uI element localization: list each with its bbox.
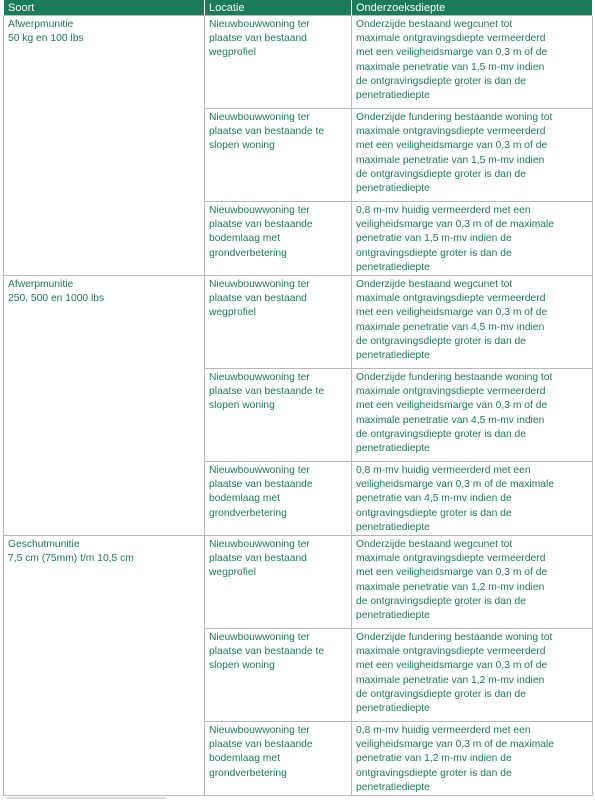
onderzoeksdiepte-line: ontgravingsdiepte groter is dan de	[356, 247, 512, 259]
locatie-line: slopen woning	[209, 140, 275, 152]
onderzoeksdiepte-cell	[352, 202, 593, 276]
onderzoeksdiepte-cell	[352, 16, 593, 109]
onderzoeksdiepte-line: veiligheidsmarge van 0,3 m of de maximale	[356, 479, 555, 491]
locatie-line: grondverbetering	[209, 247, 287, 259]
onderzoeksdiepte-line: penetratiediepte	[356, 183, 430, 195]
onderzoeksdiepte-line: maximale penetratie van 1,5 m-mv indien	[356, 154, 545, 166]
onderzoeksdiepte-cell	[352, 462, 593, 536]
onderzoeksdiepte-line: penetratie van 4,5 m-mv indien de	[356, 493, 512, 505]
onderzoeksdiepte-cell	[352, 276, 593, 369]
locatie-line: grondverbetering	[209, 767, 287, 779]
soort-line: Afwerpmunitie	[8, 19, 74, 30]
locatie-line: plaatse van bestaand	[209, 33, 307, 45]
onderzoeksdiepte-cell	[352, 629, 593, 722]
locatie-line: plaatse van bestaand	[209, 293, 307, 305]
onderzoeksdiepte-line: de ontgravingsdiepte groter is dan de	[356, 595, 527, 607]
onderzoeksdiepte-line: maximale ontgravingsdiepte vermeerderd	[356, 553, 546, 565]
locatie-line: bodemlaag met	[209, 233, 280, 245]
onderzoeksdiepte-table	[3, 0, 593, 796]
onderzoeksdiepte-line: de ontgravingsdiepte groter is dan de	[356, 335, 527, 347]
locatie-line: slopen woning	[209, 400, 275, 412]
locatie-line: bodemlaag met	[209, 753, 280, 765]
onderzoeksdiepte-line: met een veiligheidsmarge van 0,3 m of de	[356, 567, 548, 579]
onderzoeksdiepte-line: maximale ontgravingsdiepte vermeerderd	[356, 33, 546, 45]
onderzoeksdiepte-cell	[352, 109, 593, 202]
header-row	[4, 0, 593, 16]
onderzoeksdiepte-line: Onderzijde bestaand wegcunet tot	[356, 279, 513, 291]
onderzoeksdiepte-line: Onderzijde bestaand wegcunet tot	[356, 539, 513, 551]
soort-cell	[4, 536, 205, 796]
locatie-cell	[205, 202, 352, 276]
soort-cell	[4, 16, 205, 276]
onderzoeksdiepte-line: maximale penetratie van 1,2 m-mv indien	[356, 581, 545, 593]
locatie-cell	[205, 109, 352, 202]
header-soort: Soort	[4, 0, 205, 16]
locatie-line: Nieuwbouwwoning ter	[209, 19, 310, 30]
onderzoeksdiepte-line: penetratiediepte	[356, 610, 430, 622]
onderzoeksdiepte-line: de ontgravingsdiepte groter is dan de	[356, 75, 527, 87]
locatie-line: plaatse van bestaand	[209, 553, 307, 565]
onderzoeksdiepte-line: met een veiligheidsmarge van 0,3 m of de	[356, 307, 548, 319]
locatie-line: wegprofiel	[209, 47, 256, 59]
onderzoeksdiepte-line: met een veiligheidsmarge van 0,3 m of de	[356, 140, 548, 152]
footnote-remnant	[6, 797, 166, 799]
soort-cell	[4, 276, 205, 536]
locatie-line: wegprofiel	[209, 567, 256, 579]
locatie-line: wegprofiel	[209, 307, 256, 319]
onderzoeksdiepte-line: de ontgravingsdiepte groter is dan de	[356, 428, 527, 440]
document-page	[3, 0, 592, 796]
soort-line: 50 kg en 100 lbs	[8, 33, 84, 45]
onderzoeksdiepte-line: penetratiediepte	[356, 350, 430, 362]
locatie-line: grondverbetering	[209, 507, 287, 519]
onderzoeksdiepte-cell	[352, 722, 593, 796]
onderzoeksdiepte-line: 0,8 m-mv huidig vermeerderd met een	[356, 205, 531, 216]
onderzoeksdiepte-line: Onderzijde bestaand wegcunet tot	[356, 19, 513, 30]
locatie-line: plaatse van bestaande te	[209, 386, 325, 398]
locatie-line: bodemlaag met	[209, 493, 280, 505]
onderzoeksdiepte-line: 0,8 m-mv huidig vermeerderd met een	[356, 725, 531, 737]
onderzoeksdiepte-line: maximale ontgravingsdiepte vermeerderd	[356, 293, 546, 305]
onderzoeksdiepte-line: penetratie van 1,5 m-mv indien de	[356, 233, 512, 245]
onderzoeksdiepte-cell	[352, 536, 593, 629]
locatie-line: plaatse van bestaande te	[209, 126, 325, 138]
onderzoeksdiepte-line: penetratiediepte	[356, 781, 430, 793]
onderzoeksdiepte-line: maximale penetratie van 4,5 m-mv indien	[356, 321, 545, 333]
locatie-line: Nieuwbouwwoning ter	[209, 632, 310, 644]
locatie-cell	[205, 536, 352, 629]
onderzoeksdiepte-line: penetratiediepte	[356, 443, 430, 455]
locatie-cell	[205, 462, 352, 536]
locatie-cell	[205, 369, 352, 462]
header-locatie: Locatie	[205, 0, 352, 16]
onderzoeksdiepte-line: veiligheidsmarge van 0,3 m of de maximale	[356, 219, 555, 231]
onderzoeksdiepte-line: de ontgravingsdiepte groter is dan de	[356, 168, 527, 180]
locatie-line: plaatse van bestaande	[209, 219, 313, 231]
onderzoeksdiepte-line: ontgravingsdiepte groter is dan de	[356, 507, 512, 519]
onderzoeksdiepte-line: de ontgravingsdiepte groter is dan de	[356, 688, 527, 700]
onderzoeksdiepte-line: Onderzijde fundering bestaande woning tot	[356, 632, 553, 644]
soort-line: 7,5 cm (75mm) t/m 10,5 cm	[8, 553, 134, 565]
locatie-line: Nieuwbouwwoning ter	[209, 372, 310, 384]
locatie-cell	[205, 629, 352, 722]
locatie-line: plaatse van bestaande	[209, 739, 313, 751]
onderzoeksdiepte-line: maximale penetratie van 1,2 m-mv indien	[356, 674, 545, 686]
locatie-line: Nieuwbouwwoning ter	[209, 725, 310, 737]
locatie-line: Nieuwbouwwoning ter	[209, 539, 310, 551]
onderzoeksdiepte-line: Onderzijde fundering bestaande woning tot	[356, 372, 553, 384]
locatie-line: Nieuwbouwwoning ter	[209, 205, 310, 216]
table-row	[4, 536, 593, 629]
onderzoeksdiepte-line: Onderzijde fundering bestaande woning tot	[356, 112, 553, 123]
header-onderzoeksdiepte: Onderzoeksdiepte	[352, 0, 593, 16]
onderzoeksdiepte-line: veiligheidsmarge van 0,3 m of de maximale	[356, 739, 555, 751]
table-body	[4, 16, 593, 796]
onderzoeksdiepte-cell	[352, 369, 593, 462]
onderzoeksdiepte-line: maximale penetratie van 1,5 m-mv indien	[356, 61, 545, 73]
onderzoeksdiepte-line: 0,8 m-mv huidig vermeerderd met een	[356, 465, 531, 477]
locatie-line: Nieuwbouwwoning ter	[209, 465, 310, 477]
locatie-line: plaatse van bestaande	[209, 479, 313, 491]
onderzoeksdiepte-line: penetratiediepte	[356, 261, 430, 273]
table-row	[4, 16, 593, 109]
onderzoeksdiepte-line: penetratiediepte	[356, 703, 430, 715]
onderzoeksdiepte-line: maximale penetratie van 4,5 m-mv indien	[356, 414, 545, 426]
onderzoeksdiepte-line: met een veiligheidsmarge van 0,3 m of de	[356, 47, 548, 59]
table-row	[4, 276, 593, 369]
onderzoeksdiepte-line: maximale ontgravingsdiepte vermeerderd	[356, 386, 546, 398]
onderzoeksdiepte-line: penetratiediepte	[356, 521, 430, 533]
locatie-line: Nieuwbouwwoning ter	[209, 112, 310, 123]
locatie-line: Nieuwbouwwoning ter	[209, 279, 310, 291]
onderzoeksdiepte-line: maximale ontgravingsdiepte vermeerderd	[356, 126, 546, 138]
locatie-cell	[205, 722, 352, 796]
soort-line: 250, 500 en 1000 lbs	[8, 293, 105, 305]
locatie-line: plaatse van bestaande te	[209, 646, 325, 658]
locatie-cell	[205, 16, 352, 109]
onderzoeksdiepte-line: met een veiligheidsmarge van 0,3 m of de	[356, 400, 548, 412]
soort-line: Geschutmunitie	[8, 539, 80, 551]
locatie-cell	[205, 276, 352, 369]
locatie-line: slopen woning	[209, 660, 275, 672]
onderzoeksdiepte-line: penetratiediepte	[356, 90, 430, 102]
soort-line: Afwerpmunitie	[8, 279, 74, 291]
onderzoeksdiepte-line: penetratie van 1,2 m-mv indien de	[356, 753, 512, 765]
onderzoeksdiepte-line: maximale ontgravingsdiepte vermeerderd	[356, 646, 546, 658]
onderzoeksdiepte-line: met een veiligheidsmarge van 0,3 m of de	[356, 660, 548, 672]
onderzoeksdiepte-line: ontgravingsdiepte groter is dan de	[356, 767, 512, 779]
